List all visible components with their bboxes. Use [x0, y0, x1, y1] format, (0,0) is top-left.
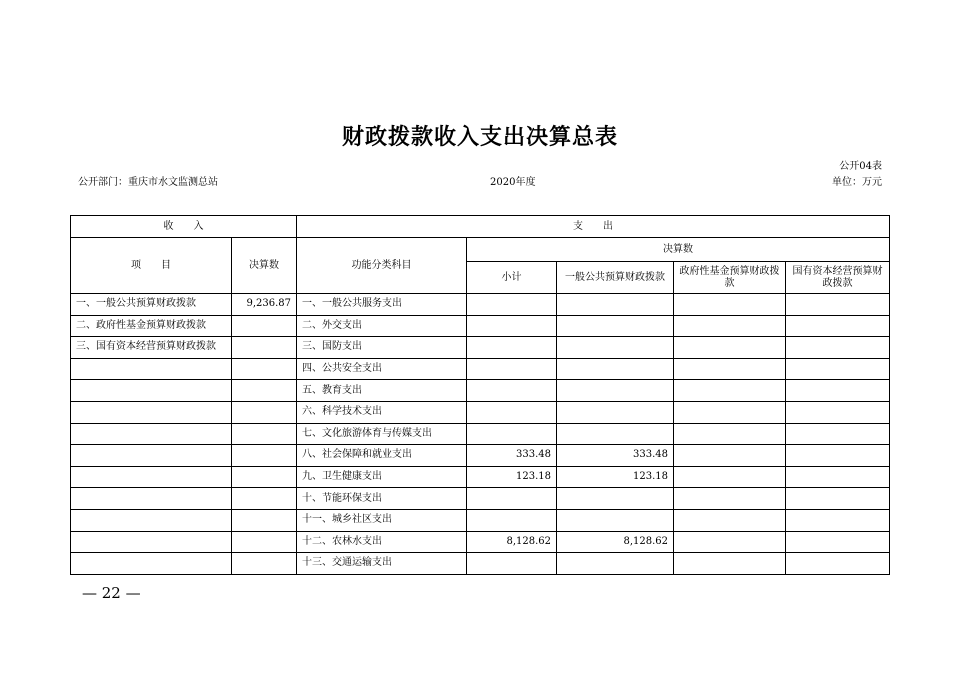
general-budget-cell: 123.18 [557, 466, 674, 488]
gov-fund-cell [674, 423, 786, 445]
gov-fund-cell [674, 466, 786, 488]
function-subject-cell: 十一、城乡社区支出 [297, 509, 467, 531]
subtotal-cell [467, 488, 557, 510]
header-row-amount [71, 238, 890, 262]
table-row [71, 401, 890, 423]
gov-fund-cell [674, 531, 786, 553]
state-capital-cell [786, 358, 890, 380]
income-item-cell [71, 423, 232, 445]
function-subject-cell: 六、科学技术支出 [297, 401, 467, 423]
page-number: — 22 — [82, 584, 141, 602]
income-amount-cell [232, 423, 297, 445]
state-capital-cell [786, 294, 890, 316]
general-budget-cell [557, 358, 674, 380]
subtotal-cell [467, 423, 557, 445]
income-item-cell: 一、一般公共预算财政拨款 [71, 294, 232, 316]
income-amount-cell [232, 488, 297, 510]
subtotal-cell: 8,128.62 [467, 531, 557, 553]
table-row [71, 488, 890, 510]
income-amount-cell [232, 553, 297, 575]
income-item-cell [71, 531, 232, 553]
state-capital-cell [786, 380, 890, 402]
function-subject-cell: 三、国防支出 [297, 337, 467, 359]
general-budget-cell [557, 380, 674, 402]
income-item-cell [71, 358, 232, 380]
expense-section-header: 支 出 [297, 216, 890, 238]
state-capital-cell [786, 553, 890, 575]
gov-fund-cell [674, 337, 786, 359]
income-item-cell [71, 445, 232, 467]
function-subject-cell: 四、公共安全支出 [297, 358, 467, 380]
table-row [71, 466, 890, 488]
gov-fund-cell [674, 553, 786, 575]
income-amount-cell [232, 358, 297, 380]
income-amount-cell [232, 466, 297, 488]
subtotal-cell [467, 315, 557, 337]
table-row [71, 315, 890, 337]
table-row [71, 445, 890, 467]
income-amount-cell: 9,236.87 [232, 294, 297, 316]
general-budget-cell [557, 488, 674, 510]
amount-column-header: 决算数 [232, 238, 297, 294]
function-subject-cell: 十三、交通运输支出 [297, 553, 467, 575]
state-capital-cell [786, 401, 890, 423]
general-budget-cell: 333.48 [557, 445, 674, 467]
function-subject-cell: 九、卫生健康支出 [297, 466, 467, 488]
general-budget-cell [557, 423, 674, 445]
state-capital-cell [786, 488, 890, 510]
function-subject-cell: 八、社会保障和就业支出 [297, 445, 467, 467]
income-item-cell [71, 401, 232, 423]
table-row [71, 423, 890, 445]
subtotal-cell [467, 294, 557, 316]
income-amount-cell [232, 509, 297, 531]
item-column-header: 项 目 [71, 238, 232, 294]
general-budget-cell [557, 337, 674, 359]
income-item-cell: 三、国有资本经营预算财政拨款 [71, 337, 232, 359]
income-item-cell [71, 488, 232, 510]
gov-fund-cell [674, 380, 786, 402]
unit-label: 单位：万元 [832, 177, 882, 188]
table-row [71, 553, 890, 575]
table-row [71, 358, 890, 380]
department-label: 公开部门：重庆市水文监测总站 [78, 177, 218, 188]
function-subject-cell: 十二、农林水支出 [297, 531, 467, 553]
table-row [71, 509, 890, 531]
state-capital-column-header: 国有资本经营预算财政拨款 [786, 262, 890, 294]
subtotal-cell [467, 337, 557, 359]
final-amount-group-header: 决算数 [467, 238, 890, 262]
income-amount-cell [232, 531, 297, 553]
general-budget-cell [557, 553, 674, 575]
state-capital-cell [786, 315, 890, 337]
gov-fund-cell [674, 509, 786, 531]
table-row [71, 337, 890, 359]
income-item-cell [71, 509, 232, 531]
general-budget-cell [557, 401, 674, 423]
subtotal-cell [467, 401, 557, 423]
finance-summary-table [70, 215, 890, 575]
subtotal-cell: 123.18 [467, 466, 557, 488]
general-budget-cell [557, 509, 674, 531]
state-capital-cell [786, 466, 890, 488]
state-capital-cell [786, 423, 890, 445]
gov-fund-cell [674, 358, 786, 380]
gov-fund-cell [674, 401, 786, 423]
table-row [71, 294, 890, 316]
report-title: 财政拨款收入支出决算总表 [341, 125, 618, 150]
function-subject-cell: 二、外交支出 [297, 315, 467, 337]
subtotal-cell [467, 358, 557, 380]
state-capital-cell [786, 531, 890, 553]
income-amount-cell [232, 445, 297, 467]
gov-fund-cell [674, 294, 786, 316]
income-item-cell [71, 553, 232, 575]
general-budget-cell: 8,128.62 [557, 531, 674, 553]
table-number: 公开04表 [839, 161, 882, 172]
income-section-header: 收 入 [71, 216, 297, 238]
income-amount-cell [232, 315, 297, 337]
subtotal-cell [467, 509, 557, 531]
gov-fund-column-header: 政府性基金预算财政拨款 [674, 262, 786, 294]
state-capital-cell [786, 509, 890, 531]
income-amount-cell [232, 337, 297, 359]
function-subject-cell: 十、节能环保支出 [297, 488, 467, 510]
fiscal-year-label: 2020年度 [490, 177, 536, 188]
subtotal-cell [467, 380, 557, 402]
general-budget-cell [557, 294, 674, 316]
general-budget-cell [557, 315, 674, 337]
function-subject-cell: 七、文化旅游体育与传媒支出 [297, 423, 467, 445]
function-subject-column-header: 功能分类科目 [297, 238, 467, 294]
income-item-cell: 二、政府性基金预算财政拨款 [71, 315, 232, 337]
table-row [71, 531, 890, 553]
income-item-cell [71, 380, 232, 402]
function-subject-cell: 五、教育支出 [297, 380, 467, 402]
gov-fund-cell [674, 488, 786, 510]
gov-fund-cell [674, 445, 786, 467]
income-amount-cell [232, 380, 297, 402]
header-row-sections [71, 216, 890, 238]
income-item-cell [71, 466, 232, 488]
subtotal-column-header: 小计 [467, 262, 557, 294]
table-row [71, 380, 890, 402]
subtotal-cell: 333.48 [467, 445, 557, 467]
gov-fund-cell [674, 315, 786, 337]
subtotal-cell [467, 553, 557, 575]
income-amount-cell [232, 401, 297, 423]
function-subject-cell: 一、一般公共服务支出 [297, 294, 467, 316]
state-capital-cell [786, 445, 890, 467]
general-budget-column-header: 一般公共预算财政拨款 [557, 262, 674, 294]
state-capital-cell [786, 337, 890, 359]
